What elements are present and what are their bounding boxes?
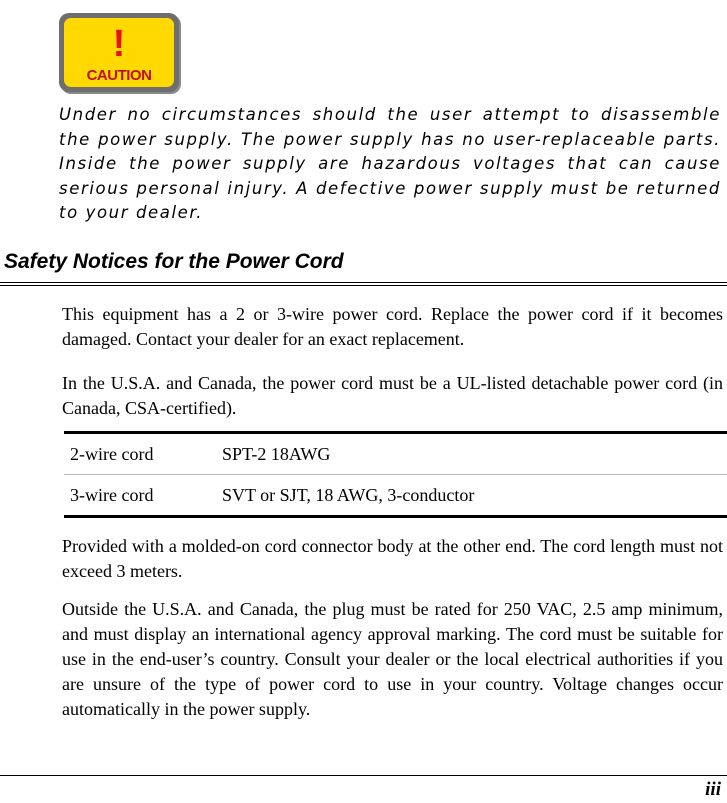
paragraph-us-canada: In the U.S.A. and Canada, the power cord must be a UL-listed detachable power cord (in Canada, CSA-certified). bbox=[62, 373, 723, 418]
cord-table bbox=[64, 431, 727, 518]
caution-text: Under no circumstances should the user attempt to disassemble the power supply. The power supply has no user-replaceable parts. Inside the power supply are hazardous voltages that can cause serious personal injury. A defective power supply must be returned to your dealer. bbox=[59, 105, 721, 222]
title-divider bbox=[0, 282, 727, 286]
caution-icon-label: CAUTION bbox=[86, 67, 152, 84]
table-row bbox=[64, 433, 727, 475]
cord-spec-cell: SPT-2 18AWG bbox=[216, 433, 727, 475]
caution-exclamation: ! bbox=[112, 23, 126, 65]
page-number: iii bbox=[705, 779, 721, 800]
paragraph-power-cord: This equipment has a 2 or 3-wire power cord. Replace the power cord if it becomes damaged. Contact your dealer for an exact replacement. bbox=[62, 304, 723, 349]
paragraph-outside-us: Outside the U.S.A. and Canada, the plug must be rated for 250 VAC, 2.5 amp minimum, and must display an international agency approval marking. The cord must be suitable for use in the end-user’s country. Consult your dealer or the local electrical authorities if you are unsure of the type of power cord to use in your country. Voltage changes occur automatically in the power supply. bbox=[62, 599, 723, 719]
footer-divider bbox=[0, 775, 727, 776]
cord-spec-cell: SVT or SJT, 18 AWG, 3-conductor bbox=[216, 475, 727, 517]
caution-icon bbox=[59, 13, 185, 96]
cord-type-cell: 2-wire cord bbox=[64, 433, 216, 475]
paragraph-connector: Provided with a molded-on cord connector body at the other end. The cord length must not exceed 3 meters. bbox=[62, 536, 723, 581]
section-title: Safety Notices for the Power Cord bbox=[4, 250, 344, 273]
cord-type-cell: 3-wire cord bbox=[64, 475, 216, 517]
table-row bbox=[64, 475, 727, 517]
